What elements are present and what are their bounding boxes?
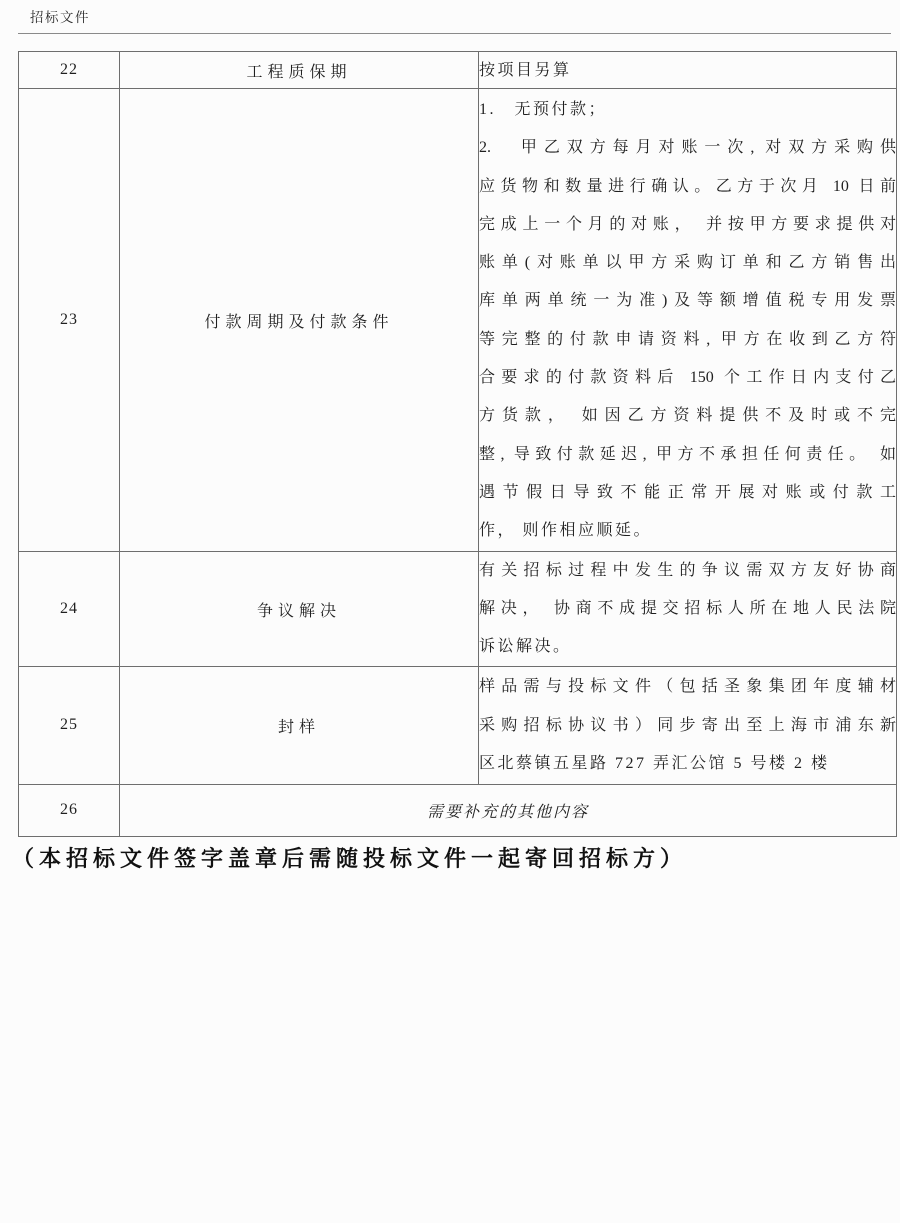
row-number: 23 (60, 311, 78, 328)
row-merged-cell (120, 784, 897, 836)
row-label-cell (120, 667, 479, 785)
content-line: 方货款， 如因乙方资料提供不及时或不完 (479, 407, 896, 425)
merged-row-label: 需要补充的其他内容 (426, 803, 589, 821)
row-label-cell (120, 52, 479, 89)
content-line: 遇节假日导致不能正常开展对账或付款工 (479, 483, 896, 501)
row-content-cell (479, 552, 897, 667)
content-line: 1. 无预付款； (479, 101, 608, 118)
row-number: 25 (60, 716, 78, 734)
row-content-cell (479, 89, 897, 552)
row-content-cell (479, 52, 897, 89)
row-number-cell (19, 552, 120, 667)
content-line: 区北蔡镇五星路 727 弄汇公馆 5 号楼 2 楼 (479, 755, 830, 772)
row-number-cell (19, 784, 120, 836)
row-label-cell (120, 552, 479, 667)
row-number-cell (19, 52, 120, 89)
row-number: 26 (60, 801, 78, 818)
content-line: 应货物和数量进行确认。乙方于次月 10 日前 (479, 177, 896, 195)
content-line: 样品需与投标文件（包括圣象集团年度辅材 (479, 678, 896, 695)
content-line: 采购招标协议书）同步寄出至上海市浦东新 (479, 716, 896, 734)
row-number: 22 (60, 61, 78, 78)
content-line: 有关招标过程中发生的争议需双方友好协商 (479, 562, 896, 579)
row-number-cell (19, 667, 120, 785)
content-line: 库单两单统一为准)及等额增值税专用发票 (479, 292, 896, 310)
table-row-24 (19, 552, 897, 667)
content-line: 解决， 协商不成提交招标人所在地人民法院 (479, 600, 896, 617)
table-row-22 (19, 52, 897, 89)
row-label-cell (120, 89, 479, 552)
content-line: 账单(对账单以甲方采购订单和乙方销售出 (479, 254, 896, 272)
header-divider (18, 33, 891, 34)
content-line: 作， 则作相应顺延。 (479, 522, 653, 540)
footer-note: （本招标文件签字盖章后需随投标文件一起寄回招标方） (12, 846, 688, 871)
content-line: 合要求的付款资料后 150 个工作日内支付乙 (479, 369, 896, 387)
row-label: 封样 (277, 718, 320, 736)
table-row-25 (19, 667, 897, 785)
row-number: 24 (60, 600, 78, 617)
row-content-cell (479, 667, 897, 785)
content-line: 2. 甲乙双方每月对账一次, 对双方采购供 (479, 139, 896, 157)
content-line: 完成上一个月的对账， 并按甲方要求提供对 (479, 215, 896, 233)
content-line: 整, 导致付款延迟, 甲方不承担任何责任。 如 (479, 445, 896, 463)
document-title: 招标文件 (30, 10, 90, 25)
row-label: 付款周期及付款条件 (204, 313, 394, 331)
row-number-cell (19, 89, 120, 552)
row-label: 工程质保期 (246, 63, 352, 81)
table-row-26 (19, 784, 897, 836)
content-line: 诉讼解决。 (479, 638, 572, 655)
content-line: 按项目另算 (479, 61, 572, 79)
row-label: 争议解决 (256, 602, 341, 620)
table-row-23 (19, 89, 897, 552)
content-line: 等完整的付款申请资料, 甲方在收到乙方符 (479, 330, 896, 348)
tender-terms-table (18, 51, 897, 837)
